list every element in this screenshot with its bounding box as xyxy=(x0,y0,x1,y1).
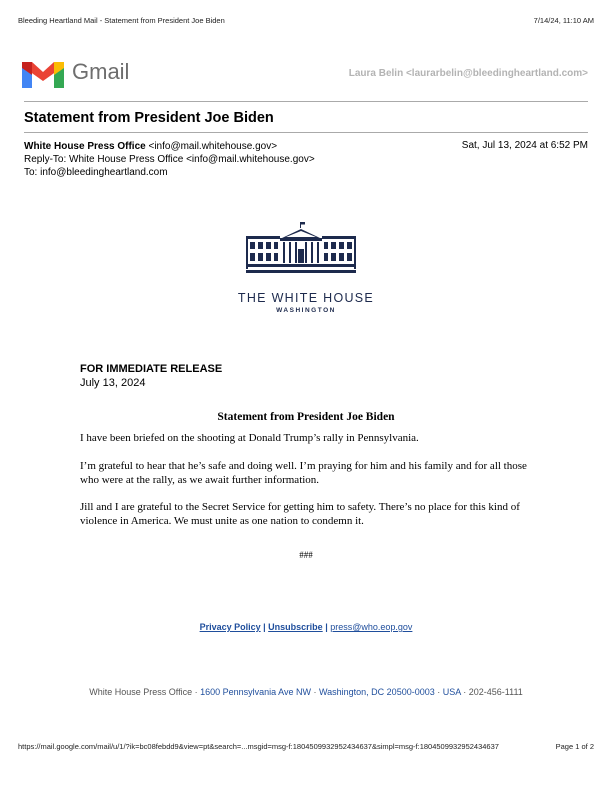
dot-separator: · xyxy=(460,687,469,697)
release-label: FOR IMMEDIATE RELEASE xyxy=(80,363,223,375)
release-date: July 13, 2024 xyxy=(80,377,146,389)
white-house-subtitle: WASHINGTON xyxy=(276,307,336,314)
statement-paragraph: I have been briefed on the shooting at Donald Trump’s rally in Pennsylvania. xyxy=(80,432,419,444)
press-email-link[interactable]: press@who.eop.gov xyxy=(330,622,413,632)
statement-title: Statement from President Joe Biden xyxy=(217,411,395,423)
email-date: Sat, Jul 13, 2024 at 6:52 PM xyxy=(461,140,588,151)
email-meta xyxy=(24,140,315,179)
dot-separator: · xyxy=(434,687,443,697)
link-separator: | xyxy=(322,622,331,632)
print-footer-url: https://mail.google.com/mail/u/1/?ik=bc08febdd9&view=pt&search=...msgid=msg-f:1804509932952434637&simpl=msg-f:1804509932952434637 xyxy=(18,742,499,751)
to-line: To: info@bleedingheartland.com xyxy=(24,167,168,178)
white-house-title: THE WHITE HOUSE xyxy=(237,291,375,305)
footer-org: White House Press Office xyxy=(89,687,193,697)
link-separator: | xyxy=(260,622,269,632)
footer-address xyxy=(84,685,528,699)
footer-phone: 202-456-1111 xyxy=(468,687,523,697)
divider xyxy=(24,101,588,102)
dot-separator: · xyxy=(192,687,201,697)
end-mark: ### xyxy=(299,550,313,560)
print-footer-page: Page 1 of 2 xyxy=(555,742,594,751)
from-name: White House Press Office xyxy=(24,141,146,152)
print-header-datetime: 7/14/24, 11:10 AM xyxy=(533,16,594,25)
footer-street[interactable]: 1600 Pennsylvania Ave NW xyxy=(200,687,311,697)
unsubscribe-link[interactable]: Unsubscribe xyxy=(268,622,323,632)
white-house-logo-icon xyxy=(246,222,356,275)
reply-to-line: Reply-To: White House Press Office <info@mail.whitehouse.gov> xyxy=(24,154,315,165)
dot-separator: · xyxy=(310,687,319,697)
account-email: Laura Belin <laurarbelin@bleedingheartland.com> xyxy=(348,68,588,79)
from-address: <info@mail.whitehouse.gov> xyxy=(145,141,278,152)
email-subject: Statement from President Joe Biden xyxy=(24,110,274,126)
print-header-title: Bleeding Heartland Mail - Statement from President Joe Biden xyxy=(18,16,225,25)
footer-city[interactable]: Washington, DC 20500-0003 xyxy=(318,687,435,697)
from-line xyxy=(24,140,315,153)
divider xyxy=(24,132,588,133)
gmail-wordmark: Gmail xyxy=(72,59,130,84)
statement-paragraph: Jill and I are grateful to the Secret Service for getting him to safety. There’s no place for this kind of violence in America. We must unite as one nation to condemn it. xyxy=(80,501,520,527)
footer-country[interactable]: USA xyxy=(442,687,461,697)
footer-links xyxy=(0,622,612,632)
statement-paragraph: I’m grateful to hear that he’s safe and doing well. I’m praying for him and his family and for all those who were at the rally, as we await further information. xyxy=(80,460,527,486)
privacy-policy-link[interactable]: Privacy Policy xyxy=(199,622,261,632)
